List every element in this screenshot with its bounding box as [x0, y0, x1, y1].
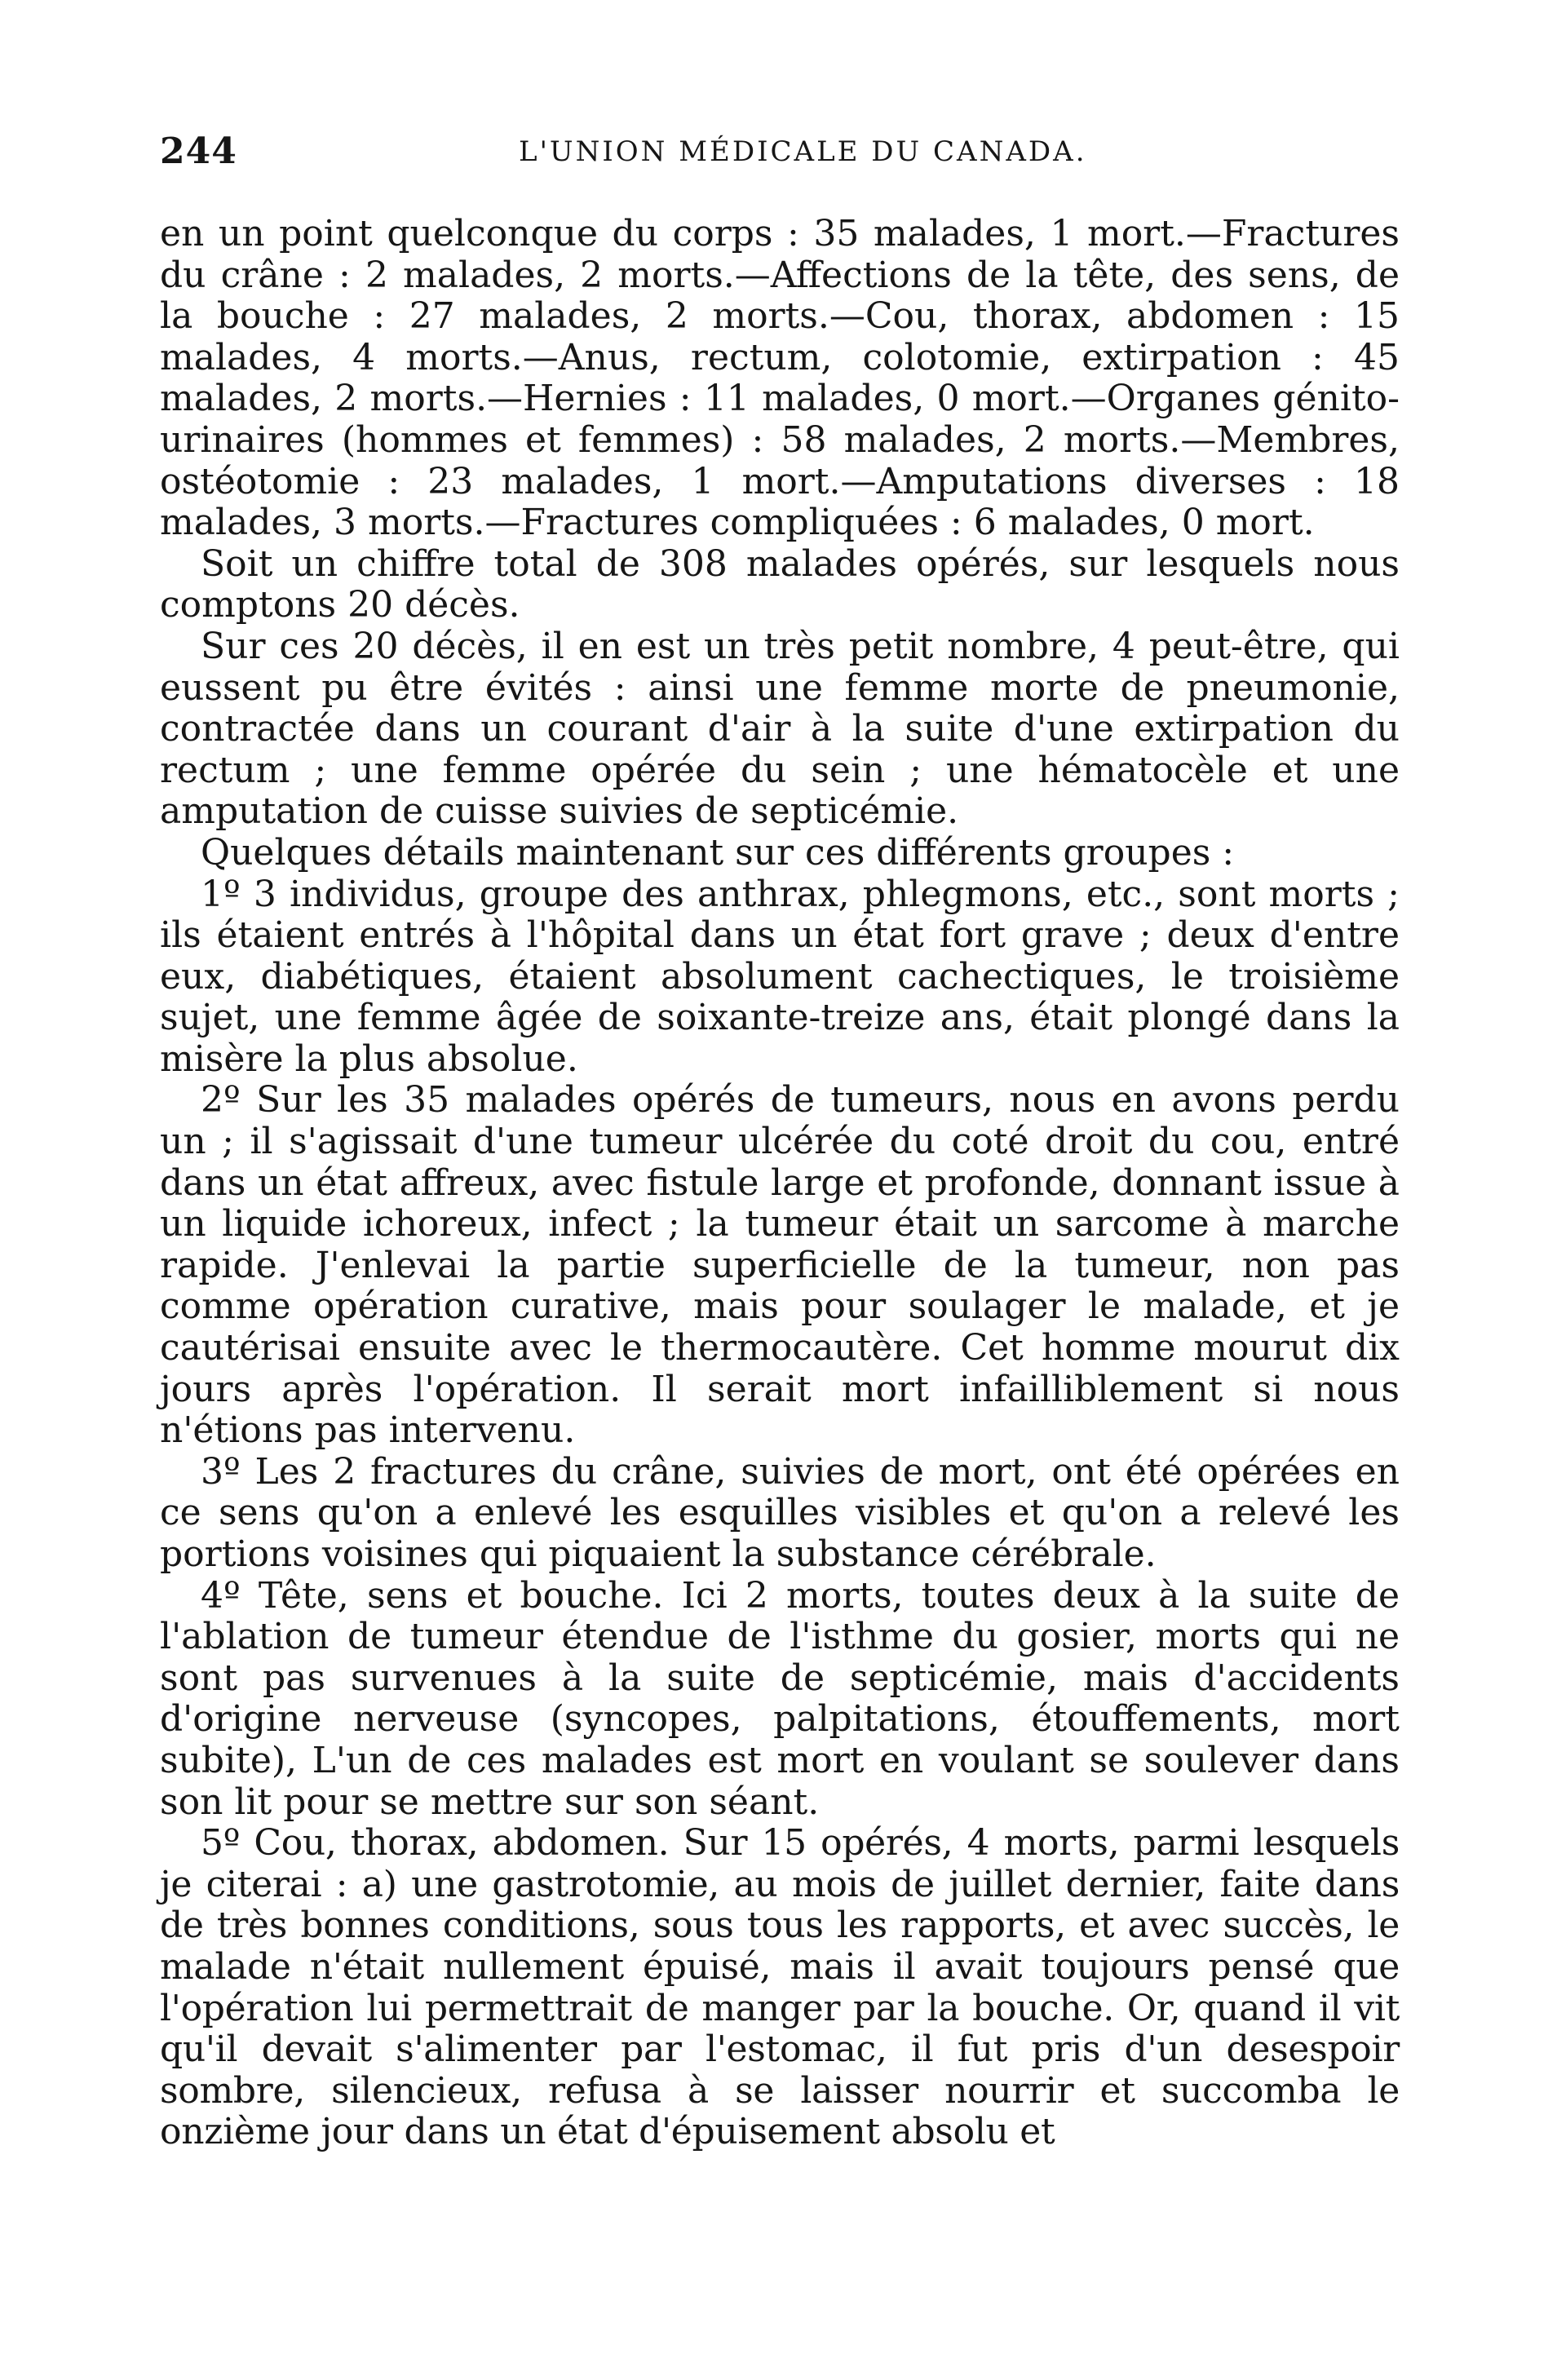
- page-header: [160, 131, 1400, 179]
- body-text: [160, 214, 1400, 2153]
- paragraph-statistics: en un point quelconque du corps : 35 malades, 1 mort.—Fractures du crâne : 2 malades, 2 morts.—Affections de la tête, des sens, de la bouche : 27 malades, 2 morts.—Cou, thorax, abdomen : 15 malades, 4 morts.—Anus, rectum, colotomie, extirpation : 45 malades, 2 morts.—Hernies : 11 malades, 0 mort.—Organes génito-urinaires (hommes et femmes) : 58 malades, 2 morts.—Membres, ostéotomie : 23 malades, 1 mort.—Amputations diverses : 18 malades, 3 morts.—Fractures compliquées : 6 malades, 0 mort.: [160, 213, 1400, 544]
- page-number: 244: [160, 131, 237, 172]
- paragraph-total: Soit un chiffre total de 308 malades opérés, sur lesquels nous comptons 20 décès.: [160, 542, 1400, 626]
- paragraph-group-1: 1º 3 individus, groupe des anthrax, phlegmons, etc., sont morts ; ils étaient entrés à l'hôpital dans un état fort grave ; deux d'entre eux, diabétiques, étaient absolument cachectiques, le troisième sujet, une femme âgée de soixante-treize ans, était plongé dans la misère la plus absolue.: [160, 873, 1400, 1080]
- paragraph-deaths: Sur ces 20 décès, il en est un très petit nombre, 4 peut-être, qui eussent pu être évités : ainsi une femme morte de pneumonie, contractée dans un courant d'air à la suite d'une extirpation du rectum ; une femme opérée du sein ; une hématocèle et une amputation de cuisse suivies de septicémie.: [160, 625, 1400, 833]
- paragraph-group-4: 4º Tête, sens et bouche. Ici 2 morts, toutes deux à la suite de l'ablation de tumeur étendue de l'isthme du gosier, morts qui ne sont pas survenues à la suite de septicémie, mais d'accidents d'origine nerveuse (syncopes, palpitations, étouffements, mort subite), L'un de ces malades est mort en voulant se soulever dans son lit pour se mettre sur son séant.: [160, 1574, 1400, 1823]
- paragraph-details-intro: Quelques détails maintenant sur ces différents groupes :: [201, 831, 1235, 874]
- running-title: L'UNION MÉDICALE DU CANADA.: [519, 135, 1087, 168]
- paragraph-group-5: 5º Cou, thorax, abdomen. Sur 15 opérés, 4 morts, parmi lesquels je citerai : a) une gastrotomie, au mois de juillet dernier, faite dans de très bonnes conditions, sous tous les rapports, et avec succès, le malade n'était nullement épuisé, mais il avait toujours pensé que l'opération lui permettrait de manger par la bouche. Or, quand il vit qu'il devait s'alimenter par l'estomac, il fut pris d'un desespoir sombre, silencieux, refusa à se laisser nourrir et succomba le onzième jour dans un état d'épuisement absolu et: [160, 1822, 1400, 2153]
- paragraph-group-2: 2º Sur les 35 malades opérés de tumeurs, nous en avons perdu un ; il s'agissait d'une tumeur ulcérée du coté droit du cou, entré dans un état affreux, avec fistule large et profonde, donnant issue à un liquide ichoreux, infect ; la tumeur était un sarcome à marche rapide. J'enlevai la partie superficielle de la tumeur, non pas comme opération curative, mais pour soulager le malade, et je cautérisai ensuite avec le thermocautère. Cet homme mourut dix jours après l'opération. Il serait mort infailliblement si nous n'étions pas intervenu.: [160, 1079, 1400, 1452]
- paragraph-group-3: 3º Les 2 fractures du crâne, suivies de mort, ont été opérées en ce sens qu'on a enlevé les esquilles visibles et qu'on a relevé les portions voisines qui piquaient la substance cérébrale.: [160, 1450, 1400, 1575]
